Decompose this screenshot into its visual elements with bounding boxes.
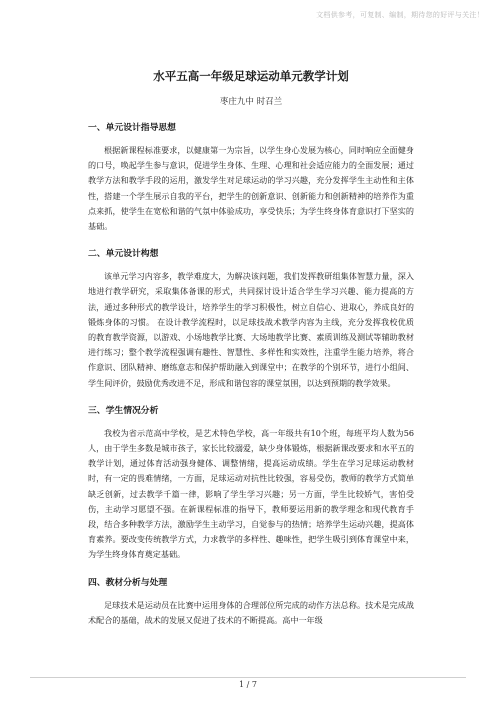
document-page: [88, 36, 414, 628]
section-paragraph: 根据新课程标准要求，以健康第一为宗旨，以学生身心发展为核心，同时响应全面健身的口号，唤起学生参与意识，促进学生身体、生理、心理和社会适应能力的全面发展；通过教学方法和教学手段的运用，激发学生对足球运动的学习兴趣，充分发挥学生主动性和主体性，搭建一个学生展示自我的平台，把学生的创新意识、创新能力和创新精神的培养作为重点来抓，使学生在宽松和谐的气氛中体验成功，享受快乐；为学生终身体育意识打下坚实的基础。: [88, 145, 414, 232]
page-number: 1 / 7: [239, 680, 257, 689]
section-guiding-ideology: [88, 122, 414, 234]
section-design-concept: [88, 248, 414, 391]
section-heading: 四、教材分析与处理: [88, 577, 168, 588]
document-title: 水平五高一年级足球运动单元教学计划: [153, 69, 349, 83]
section-paragraph: 该单元学习内容多，教学难度大，为解决该问题，我们发挥教研组集体智慧力量，深入地进行教学研究，采取集体备课的形式，共同探讨设计适合学生学习兴趣、能力提高的方法，通过多种形式的教学设计，培养学生的学习积极性，树立自信心、进取心，养成良好的锻炼身体的习惯。 在设计教学流程时，以足球技战术教学内容为主线，充分发挥我校优质的教育教学资源，以游戏、小场地教学比赛、大场地教学比赛、素质训练及测试等辅助教材进行练习；整个教学流程强调有趣性、智慧性、多样性和实效性，注重学生能力培养，将合作意识、团队精神、磨练意志和保护帮助融入到课堂中；在教学的个别环节，进行小组间、学生间评价，鼓励优秀改进不足，形成和谐包容的课堂氛围，以达到预期的教学效果。: [88, 271, 414, 388]
section-paragraph: 足球技术是运动员在比赛中运用身体的合理部位所完成的动作方法总称。技术是完成战术配合的基础，战术的发展又促进了技术的不断提高。高中一年级: [88, 599, 414, 625]
footer-divider: [30, 677, 466, 678]
section-paragraph: 我校为省示范高中学校，是艺术特色学校，高一年级共有10个班，每班平均人数为56人，由于学生多数是城市孩子，家长比较溺爱，缺少身体锻炼，根据新课改要求和水平五的教学计划，通过体育活动强身健体、调整情绪，提高运动成绩。学生在学习足球运动教材时，有一定的畏难情绪，一方面，足球运动对抗性比较强，容易受伤，教师的教学方式简单缺乏创新，过去教学千篇一律，影响了学生学习兴趣；另一方面，学生比较娇气，害怕受伤，主动学习愿望不强。在新课程标准的指导下，教师要运用新的教学理念和现代教育手段，结合多种教学方法，激励学生主动学习，自觉参与的热情；培养学生运动兴趣，提高体育素养。要改变传统教学方式，力求教学的多样性、趣味性，把学生吸引到体育课堂中来，为学生终身体育奠定基础。: [88, 427, 414, 560]
section-student-analysis: [88, 405, 414, 563]
watermark-text: 文档供参考，可复制、编制，期待您的好评与关注！: [316, 11, 484, 19]
document-author: 枣庄九中 时召兰: [219, 97, 283, 107]
section-heading: 一、单元设计指导思想: [88, 123, 176, 133]
section-heading: 三、学生情况分析: [88, 405, 159, 416]
section-material-analysis: [88, 577, 414, 628]
section-heading: 二、单元设计构想: [88, 249, 159, 260]
